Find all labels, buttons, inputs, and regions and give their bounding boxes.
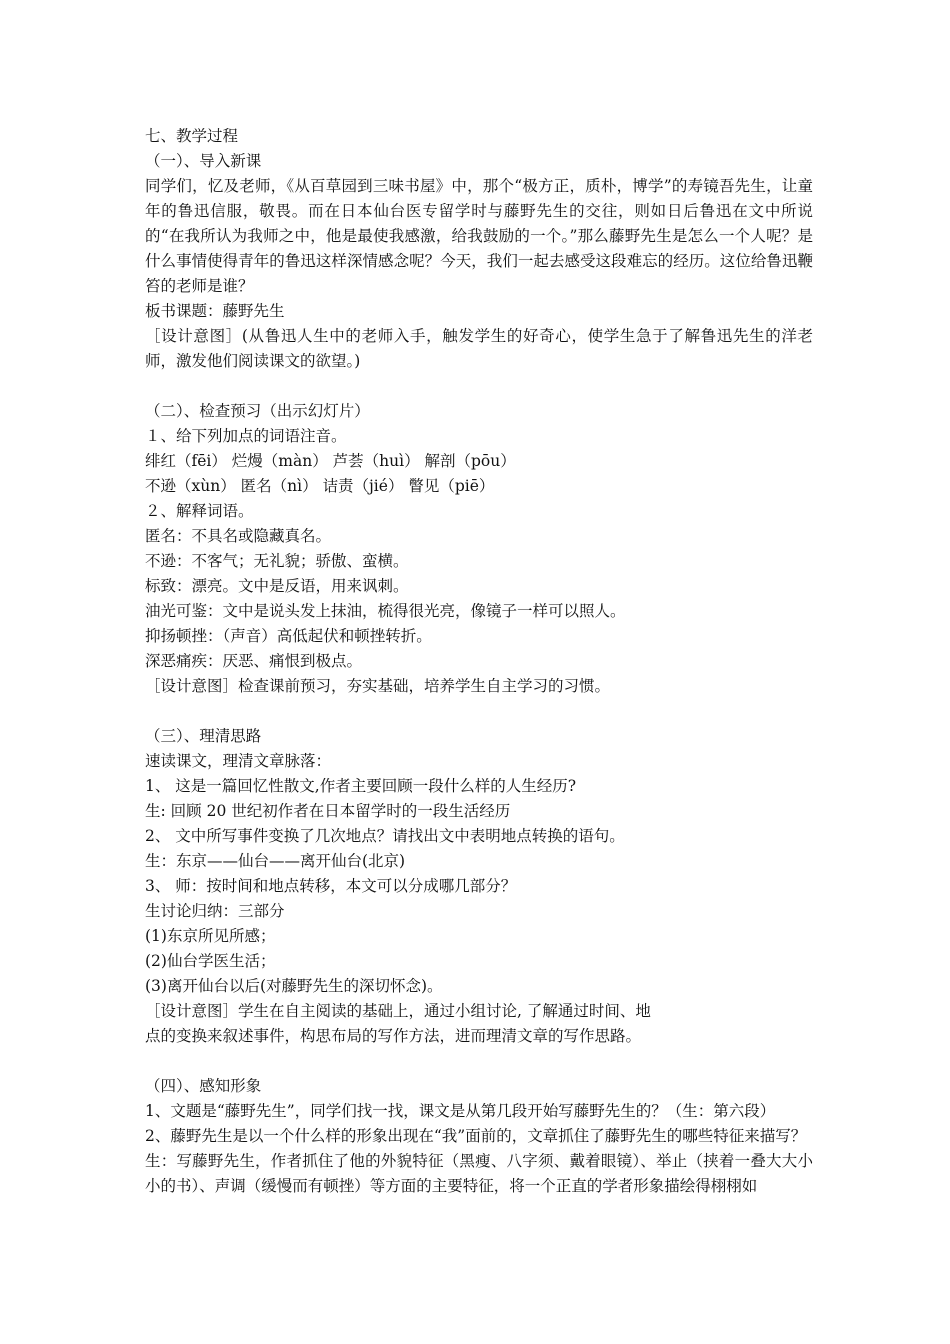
section-title: 七、教学过程 bbox=[145, 127, 239, 145]
spacer bbox=[145, 1049, 813, 1074]
document-page bbox=[145, 124, 813, 1199]
definition-item: 抑扬顿挫：（声音）高低起伏和顿挫转折。 bbox=[145, 627, 432, 645]
part1-heading: （一）、导入新课 bbox=[145, 152, 262, 170]
part2-pinyin-row: 绯红（fēi） 烂熳（màn） 芦荟（huì） 解剖（pōu） bbox=[145, 452, 516, 470]
part3-line: 2、 文中所写事件变换了几次地点？请找出文中表明地点转换的语句。 bbox=[145, 827, 625, 845]
part2-pinyin-row: 不逊（xùn） 匿名（nì） 诘责（jié） 瞥见（piē） bbox=[145, 477, 495, 495]
part3-line: 生：东京——仙台——离开仙台(北京) bbox=[145, 852, 406, 870]
part3-line: (1)东京所见所感； bbox=[145, 927, 276, 945]
part2-heading: （二）、检查预习（出示幻灯片） bbox=[145, 402, 370, 420]
part3-heading: （三）、理清思路 bbox=[145, 727, 262, 745]
part3-line: 3、 师：按时间和地点转移，本文可以分成哪几部分？ bbox=[145, 877, 517, 895]
definition-item: 标致：漂亮。文中是反语，用来讽刺。 bbox=[145, 577, 409, 595]
part2-task1: １、给下列加点的词语注音。 bbox=[145, 427, 347, 445]
definition-item: 不逊：不客气；无礼貌；骄傲、蛮横。 bbox=[145, 552, 409, 570]
part3-line: 1、 这是一篇回忆性散文,作者主要回顾一段什么样的人生经历? bbox=[145, 777, 577, 795]
part3-line: 生讨论归纳：三部分 bbox=[145, 902, 285, 920]
part1-design-intent: ［设计意图］(从鲁迅人生中的老师入手，触发学生的好奇心，使学生急于了解鲁迅先生的洋老师，激发他们阅读课文的欲望。) bbox=[145, 327, 813, 370]
part3-design-intent: ［设计意图］学生在自主阅读的基础上，通过小组讨论, 了解通过时间、地 bbox=[145, 1002, 651, 1020]
part3-design-intent: 点的变换来叙述事件，构思布局的写作方法，进而理清文章的写作思路。 bbox=[145, 1027, 642, 1045]
part1-board-title: 板书课题：藤野先生 bbox=[145, 302, 285, 320]
part3-line: 速读课文，理清文章脉落： bbox=[145, 752, 332, 770]
part3-line: 生: 回顾 20 世纪初作者在日本留学时的一段生活经历 bbox=[145, 802, 511, 820]
definition-item: 深恶痛疾：厌恶、痛恨到极点。 bbox=[145, 652, 363, 670]
part3-line: (2)仙台学医生活； bbox=[145, 952, 276, 970]
part2-design-intent: ［设计意图］检查课前预习，夯实基础，培养学生自主学习的习惯。 bbox=[145, 677, 611, 695]
part4-question-2: 2、藤野先生是以一个什么样的形象出现在“我”面前的，文章抓住了藤野先生的哪些特征来描写？ bbox=[145, 1127, 807, 1145]
spacer bbox=[145, 699, 813, 724]
definition-item: 油光可鉴：文中是说头发上抹油，梳得很光亮，像镜子一样可以照人。 bbox=[145, 602, 626, 620]
part3-line: (3)离开仙台以后(对藤野先生的深切怀念)。 bbox=[145, 977, 443, 995]
spacer bbox=[145, 374, 813, 399]
part4-heading: （四）、感知形象 bbox=[145, 1077, 262, 1095]
part4-answer-2: 生：写藤野先生，作者抓住了他的外貌特征（黑瘦、八字须、戴着眼镜）、举止（挟着一叠大大小小的书）、声调（缓慢而有顿挫）等方面的主要特征，将一个正直的学者形象描绘得栩栩如 bbox=[145, 1152, 813, 1195]
part4-question-1: 1、文题是“藤野先生”，同学们找一找，课文是从第几段开始写藤野先生的？（生：第六段） bbox=[145, 1102, 776, 1120]
definition-item: 匿名：不具名或隐藏真名。 bbox=[145, 527, 332, 545]
part2-task2: ２、解释词语。 bbox=[145, 502, 254, 520]
part1-intro-paragraph: 同学们，忆及老师，《从百草园到三味书屋》中，那个“极方正，质朴，博学”的寿镜吾先生，让童年的鲁迅信服，敬畏。而在日本仙台医专留学时与藤野先生的交往，则如日后鲁迅在文中所说的“在我所认为我师之中，他是最使我感激，给我鼓励的一个。”那么藤野先生是怎么一个人呢？是什么事情使得青年的鲁迅这样深情感念呢？今天，我们一起去感受这段难忘的经历。这位给鲁迅鞭笞的老师是谁？ bbox=[145, 177, 813, 295]
